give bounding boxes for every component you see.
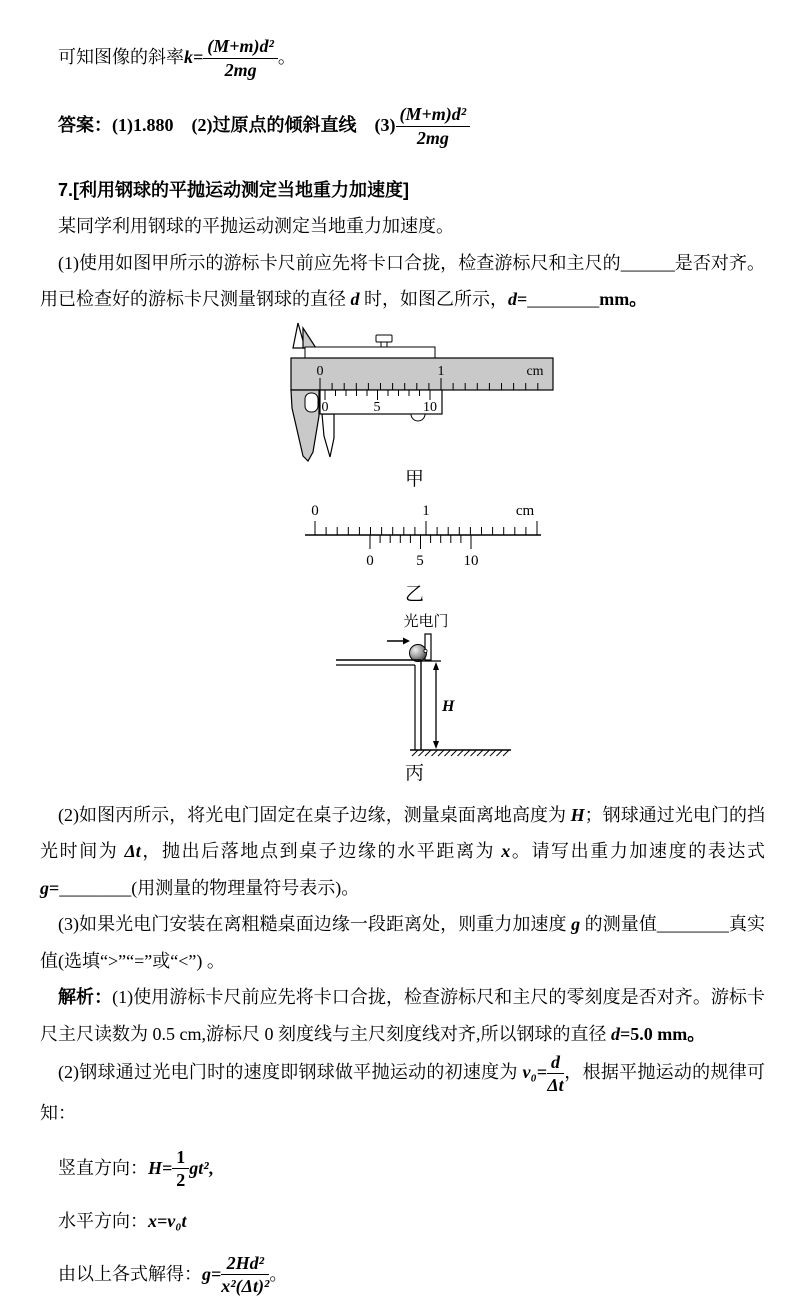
figure-label-yi: 乙: [404, 583, 424, 605]
caliper-jaw-slot: [305, 393, 318, 412]
comma: ,: [208, 1158, 214, 1179]
var-delta-t: Δt: [124, 841, 141, 861]
g-fraction: [221, 1253, 269, 1296]
analysis-part1: [40, 979, 765, 1052]
answer-line: [40, 96, 765, 156]
v0-equals: v₀=: [522, 1061, 548, 1082]
vernier-scale-ticks: [370, 535, 471, 549]
equals-sign: =: [517, 289, 528, 309]
var-d: d: [611, 1023, 620, 1044]
velocity-arrow-head: [403, 637, 410, 644]
question-part3: [40, 906, 765, 979]
vernier-label-10: 10: [463, 552, 478, 569]
answer-item-2: (2)过原点的倾斜直线: [191, 115, 357, 136]
analysis-value: =5.0 mm。: [620, 1023, 706, 1044]
answer-item-3-label: (3): [374, 115, 396, 136]
g-equals: g=: [202, 1264, 222, 1285]
main-scale-ticks: [315, 521, 537, 535]
analysis-text: (1)使用游标卡尺前应先将卡口合拢，检查游标尺和主尺的零刻度是否对齐。游标卡尺主尺读数为 0.5 cm,游标尺 0 刻度线与主尺刻度线对齐,所以钢球的直径: [40, 987, 765, 1044]
part3-text: 的测量值: [580, 914, 657, 934]
fraction-denominator: 2mg: [416, 127, 449, 148]
part1-text: (1)使用如图甲所示的游标卡尺前应先将卡口合拢，检查游标尺和主尺的: [58, 252, 621, 273]
part2-text: 。请写出重力加速度的表达式: [510, 841, 766, 861]
part3-text: 真实值(选填“>”“=”或“<”) 。: [40, 914, 766, 971]
equation-conclusion: [40, 1248, 765, 1302]
equals-sign: =: [49, 877, 60, 898]
question-title-text: [利用钢球的平抛运动测定当地重力加速度]: [73, 180, 410, 200]
x-equation: x=v₀t: [148, 1211, 187, 1232]
main-scale-label-0: 0: [310, 502, 319, 519]
question-intro: 某同学利用钢球的平抛运动测定当地重力加速度。: [58, 216, 454, 236]
photogate-sensor-dot: [423, 649, 426, 652]
ground-hatching: [412, 750, 509, 756]
main-scale-label-1: 1: [437, 363, 444, 379]
answer-blank: ________: [656, 914, 729, 934]
caliper-lower-jaw-movable: [322, 414, 334, 457]
figure-scale-detail: [40, 497, 765, 606]
main-scale-label-0: 0: [316, 363, 323, 379]
var-g: g: [571, 914, 581, 934]
caliper-upper-jaw-movable: [303, 328, 316, 348]
fraction-numerator: d: [547, 1052, 564, 1074]
figures-block: [40, 320, 765, 785]
analysis-label: 解析：: [58, 987, 113, 1007]
analysis-text: ，根据平抛运动的规律可知：: [40, 1061, 765, 1124]
period: 。: [269, 1264, 288, 1285]
gt-squared: gt²: [189, 1158, 209, 1179]
height-label: H: [441, 697, 454, 715]
equation-label: 由以上各式解得：: [58, 1264, 202, 1285]
var-g: g: [40, 877, 49, 898]
question-title: [40, 172, 765, 208]
photogate-label: 光电门: [402, 613, 449, 630]
fraction-denominator: Δt: [547, 1075, 564, 1096]
period: 。: [277, 47, 296, 68]
equation-horizontal: [40, 1204, 765, 1240]
answer-label: 答案：: [58, 115, 112, 136]
var-d: d: [508, 289, 517, 309]
var-x: x: [501, 841, 511, 861]
height-arrow-head-bottom: [433, 741, 439, 749]
figure-label-jia: 甲: [404, 468, 424, 490]
part2-text: (2)如图丙所示，将光电门固定在桌子边缘，测量桌面离地高度为: [58, 804, 571, 825]
answer-blank: ________: [527, 289, 600, 309]
figure-caliper: [40, 320, 765, 491]
slope-formula-line: [40, 28, 765, 88]
vernier-caliper-drawing: [288, 320, 558, 464]
slope-k-lhs: k=: [184, 47, 204, 68]
unit-mm: mm。: [599, 289, 648, 309]
part2-text: ，抛出后落地点到桌子边缘的水平距离为: [140, 841, 502, 861]
part2-text: ；钢球通过光电门的挡光时间为: [40, 804, 765, 861]
fraction-denominator: 2mg: [224, 59, 257, 80]
fraction-numerator: (M+m)d²: [396, 104, 471, 126]
v0-fraction: [547, 1052, 564, 1095]
main-scale-label-cm: cm: [525, 363, 544, 379]
var-H: H: [570, 804, 585, 825]
question-part1: [40, 245, 765, 318]
fraction-denominator: 2: [176, 1170, 186, 1191]
scale-detail-drawing: [303, 497, 543, 579]
half-fraction: [172, 1147, 189, 1190]
figure-photogate-setup: [40, 610, 765, 785]
var-d: d: [350, 289, 360, 309]
vernier-label-0: 0: [321, 399, 328, 415]
vernier-label-0: 0: [365, 552, 374, 569]
equation-vertical: [40, 1144, 765, 1194]
part3-text: (3)如果光电门安装在离粗糙桌面边缘一段距离处，则重力加速度: [58, 914, 572, 934]
main-scale-label-1: 1: [421, 502, 430, 519]
height-arrow-head-top: [433, 662, 439, 670]
part1-text: 是否对齐。用已检查好的游标卡尺测量钢球的直径: [40, 252, 765, 309]
steel-ball: [409, 644, 426, 661]
equation-label: 竖直方向：: [58, 1158, 148, 1179]
answer-blank: ________: [59, 877, 132, 898]
fraction-numerator: 2Hd²: [221, 1253, 269, 1275]
slope-fraction: [203, 36, 278, 79]
vernier-label-5: 5: [415, 552, 424, 569]
fraction-numerator: (M+m)d²: [203, 36, 278, 58]
vernier-label-5: 5: [373, 399, 380, 415]
caliper-screw-stem: [381, 342, 387, 347]
vernier-label-10: 10: [422, 399, 437, 415]
fraction-denominator: x²(Δt)²: [221, 1276, 270, 1297]
caliper-screw-cap: [376, 335, 392, 342]
answer-item-1: (1)1.880: [112, 115, 174, 136]
main-scale-label-cm: cm: [515, 502, 534, 519]
slope-lead-text: 可知图像的斜率: [58, 47, 184, 68]
part2-text: (用测量的物理量符号表示)。: [131, 877, 360, 898]
figure-label-bing: 丙: [404, 762, 424, 784]
caliper-thumb-notch: [411, 414, 425, 421]
caliper-slider-strip: [305, 347, 435, 358]
analysis-text: (2)钢球通过光电门时的速度即钢球做平抛运动的初速度为: [58, 1061, 523, 1082]
photogate-setup-drawing: [323, 610, 523, 758]
answer-blank: ______: [620, 252, 675, 273]
question-part2: [40, 797, 765, 907]
equation-label: 水平方向：: [58, 1211, 148, 1232]
H-equals: H=: [148, 1158, 173, 1179]
fraction-numerator: 1: [172, 1147, 189, 1169]
part1-text: 时，如图乙所示，: [359, 289, 508, 309]
question-number: 7.: [58, 180, 74, 200]
analysis-part2: [40, 1052, 765, 1132]
answer-fraction: [396, 104, 471, 147]
